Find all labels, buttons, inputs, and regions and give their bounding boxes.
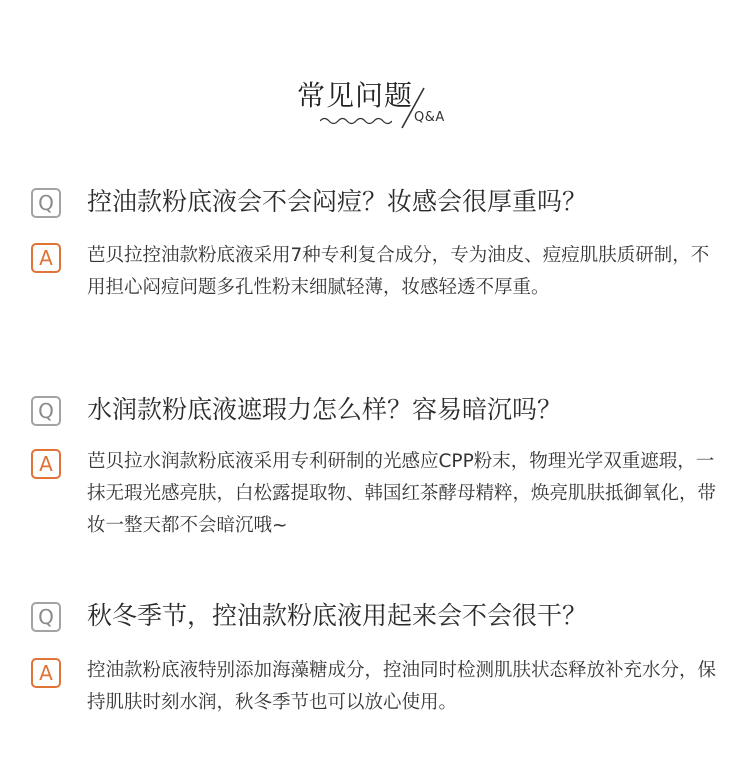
q-badge: Q <box>31 188 61 218</box>
faq-title: 常见问题 <box>297 79 414 112</box>
question-text: 水润款粉底液遮瑕力怎么样？容易暗沉吗？ <box>87 395 563 424</box>
faq-header <box>0 76 750 136</box>
wave-decoration-icon <box>320 116 392 126</box>
a-badge: A <box>31 658 61 688</box>
question-text: 秋冬季节，控油款粉底液用起来会不会很干？ <box>87 601 588 630</box>
a-badge: A <box>31 449 61 479</box>
a-badge: A <box>31 243 61 273</box>
q-badge: Q <box>31 396 61 426</box>
faq-subtitle: Q&A <box>414 110 445 125</box>
answer-text: 芭贝拉控油款粉底液采用7种专利复合成分，专为油皮、痘痘肌肤质研制，不用担心闷痘问题多孔性粉末细腻轻薄，妆感轻透不厚重。 <box>87 245 710 298</box>
answer-text: 芭贝拉水润款粉底液采用专利研制的光感应CPP粉末，物理光学双重遮瑕，一抹无瑕光感亮肤，白松露提取物、韩国红茶酵母精粹，焕亮肌肤抵御氧化，带妆一整天都不会暗沉哦~ <box>87 451 717 536</box>
question-text: 控油款粉底液会不会闷痘？妆感会很厚重吗？ <box>87 187 588 216</box>
q-badge: Q <box>31 602 61 632</box>
answer-text: 控油款粉底液特别添加海藻糖成分，控油同时检测肌肤状态释放补充水分，保持肌肤时刻水润，秋冬季节也可以放心使用。 <box>87 660 717 713</box>
